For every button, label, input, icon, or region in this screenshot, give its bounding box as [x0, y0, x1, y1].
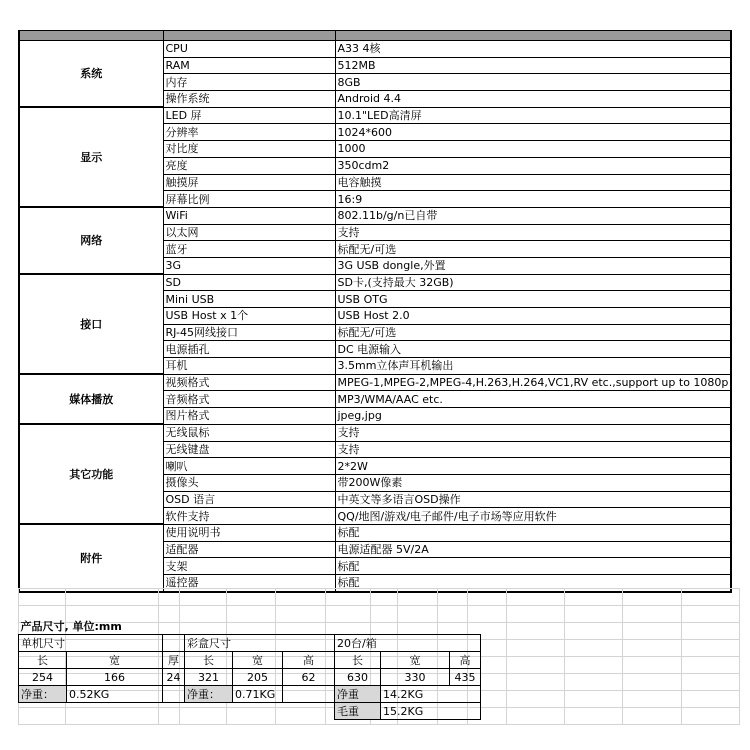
dim-value: 62 — [283, 669, 335, 686]
spec-row — [19, 524, 731, 541]
sheet-grid-cell — [506, 589, 564, 606]
sheet-grid-cell — [19, 589, 66, 606]
spec-value: jpeg,jpg — [335, 408, 731, 425]
spec-value: 电源适配器 5V/2A — [335, 541, 731, 558]
dim-header: 宽 — [381, 652, 450, 669]
spec-value: 350cdm2 — [335, 157, 731, 174]
spec-value: USB OTG — [335, 291, 731, 308]
spec-header-bar — [19, 31, 731, 41]
spec-row — [19, 41, 731, 58]
unit-net-weight-label: 净重： — [19, 686, 67, 703]
dim-value: 166 — [67, 669, 163, 686]
spec-value: 电容触摸 — [335, 174, 731, 191]
spec-value: 3.5mm立体声耳机输出 — [335, 358, 731, 375]
sheet-grid-cell — [681, 657, 739, 674]
spec-row — [19, 107, 731, 124]
sheet-grid-cell — [565, 708, 623, 725]
spec-value: 支持 — [335, 424, 731, 441]
dimensions-title: 产品尺寸, 单位:mm — [20, 619, 122, 633]
spec-value: USB Host 2.0 — [335, 308, 731, 325]
spec-key: 喇叭 — [163, 458, 335, 475]
sheet-grid-cell — [437, 589, 467, 606]
spec-value: 支持 — [335, 441, 731, 458]
spec-category: 显示 — [19, 107, 163, 207]
sheet-grid-cell — [681, 708, 739, 725]
spec-value: 中英文等多语言OSD操作 — [335, 491, 731, 508]
sheet-grid-cell — [565, 691, 623, 708]
sheet-grid-cell — [623, 708, 681, 725]
spec-key: USB Host x 1个 — [163, 308, 335, 325]
spec-value: 标配无/可选 — [335, 241, 731, 258]
dim-header: 长 — [185, 652, 233, 669]
dim-header: 长 — [335, 652, 381, 669]
sheet-grid-cell — [506, 691, 564, 708]
spec-value: 1024*600 — [335, 124, 731, 141]
sheet-grid-cell — [565, 623, 623, 640]
sheet-grid-cell — [623, 623, 681, 640]
spec-key: 亮度 — [163, 157, 335, 174]
spec-key: WiFi — [163, 207, 335, 224]
carton-gross-weight-label: 毛重 — [335, 703, 381, 720]
sheet-grid-cell — [565, 606, 623, 623]
spec-row — [19, 424, 731, 441]
spec-value: 标配 — [335, 558, 731, 575]
spec-key: 以太网 — [163, 224, 335, 241]
sheet-grid-cell — [565, 657, 623, 674]
spec-category: 接口 — [19, 274, 163, 374]
spec-key: OSD 语言 — [163, 491, 335, 508]
unit-size-label: 单机尺寸 — [19, 635, 163, 652]
spec-key: RAM — [163, 57, 335, 74]
spec-key: 屏幕比例 — [163, 191, 335, 208]
spec-key: 支架 — [163, 558, 335, 575]
spec-value: 512MB — [335, 57, 731, 74]
sheet-grid-cell — [681, 623, 739, 640]
sheet-grid-cell — [275, 589, 326, 606]
spec-key: 耳机 — [163, 358, 335, 375]
spec-category: 系统 — [19, 41, 163, 108]
spec-key: LED 屏 — [163, 107, 335, 124]
spec-value: 标配无/可选 — [335, 324, 731, 341]
spec-key: 内存 — [163, 74, 335, 91]
spec-key: 操作系统 — [163, 91, 335, 108]
box-net-weight-value: 0.71KG — [233, 686, 283, 703]
sheet-grid-cell — [506, 657, 564, 674]
sheet-grid-cell — [65, 589, 158, 606]
dim-header: 高 — [450, 652, 481, 669]
spec-value: 支持 — [335, 224, 731, 241]
spec-key: CPU — [163, 41, 335, 58]
sheet-grid-cell — [681, 606, 739, 623]
carton-label: 20台/箱 — [335, 635, 481, 652]
box-net-weight-label: 净重： — [185, 686, 233, 703]
sheet-grid-cell — [623, 657, 681, 674]
sheet-grid-cell — [467, 589, 506, 606]
spec-key: 视频格式 — [163, 374, 335, 391]
dim-value: 205 — [233, 669, 283, 686]
spec-category: 其它功能 — [19, 424, 163, 524]
sheet-grid-cell — [370, 589, 397, 606]
spec-row — [19, 274, 731, 291]
sheet-grid-cell — [506, 708, 564, 725]
carton-net-weight-label: 净重 — [335, 686, 381, 703]
spec-value: QQ/地图/游戏/电子邮件/电子市场等应用软件 — [335, 508, 731, 525]
sheet-grid-cell — [623, 640, 681, 657]
dim-header: 厚 — [163, 652, 185, 669]
spec-value: A33 4核 — [335, 41, 731, 58]
spec-key: 摄像头 — [163, 474, 335, 491]
sheet-grid-cell — [565, 640, 623, 657]
spec-category: 媒体播放 — [19, 374, 163, 424]
spec-key: 蓝牙 — [163, 241, 335, 258]
dim-value: 24 — [163, 669, 185, 686]
spec-key: 对比度 — [163, 141, 335, 158]
spec-table — [18, 30, 732, 593]
sheet-grid-cell — [397, 589, 437, 606]
spec-value: SD卡,(支持最大 32GB) — [335, 274, 731, 291]
spec-value: Android 4.4 — [335, 91, 731, 108]
spec-key: 触摸屏 — [163, 174, 335, 191]
spec-key: 适配器 — [163, 541, 335, 558]
spec-key: 图片格式 — [163, 408, 335, 425]
carton-gross-weight-value: 15.2KG — [381, 703, 481, 720]
dim-header: 宽 — [67, 652, 163, 669]
sheet-grid-cell — [681, 674, 739, 691]
spec-value: 带200W像素 — [335, 474, 731, 491]
sheet-grid-cell — [623, 589, 681, 606]
spec-value: 标配 — [335, 524, 731, 541]
sheet-grid-cell — [623, 606, 681, 623]
sheet-grid-row — [19, 589, 740, 606]
dim-value: 435 — [450, 669, 481, 686]
spec-key: 电源插孔 — [163, 341, 335, 358]
spec-value: 8GB — [335, 74, 731, 91]
spec-key: 遥控器 — [163, 575, 335, 592]
sheet-grid-cell — [506, 623, 564, 640]
dimensions-table — [18, 618, 481, 720]
spec-value: DC 电源输入 — [335, 341, 731, 358]
sheet-grid-cell — [681, 640, 739, 657]
spec-key: 使用说明书 — [163, 524, 335, 541]
sheet-grid-cell — [681, 589, 739, 606]
dim-header: 长 — [19, 652, 67, 669]
sheet-grid-cell — [226, 589, 275, 606]
dim-header: 宽 — [233, 652, 283, 669]
dim-value: 321 — [185, 669, 233, 686]
sheet-grid-cell — [180, 589, 227, 606]
spec-value: 16:9 — [335, 191, 731, 208]
sheet-grid-cell — [158, 589, 179, 606]
sheet-grid-cell — [506, 606, 564, 623]
spec-value: 802.11b/g/n已自带 — [335, 207, 731, 224]
spec-key: 分辨率 — [163, 124, 335, 141]
sheet-grid-cell — [623, 674, 681, 691]
sheet-grid-cell — [326, 589, 371, 606]
spec-value: MP3/WMA/AAC etc. — [335, 391, 731, 408]
spec-key: 无线键盘 — [163, 441, 335, 458]
spec-key: 音频格式 — [163, 391, 335, 408]
spec-key: 3G — [163, 257, 335, 274]
dim-header: 高 — [283, 652, 335, 669]
spec-value: 标配 — [335, 575, 731, 592]
carton-net-weight-value: 14.2KG — [381, 686, 481, 703]
spec-value: 1000 — [335, 141, 731, 158]
spec-key: 软件支持 — [163, 508, 335, 525]
spec-key: Mini USB — [163, 291, 335, 308]
spec-value: 2*2W — [335, 458, 731, 475]
spec-row — [19, 207, 731, 224]
sheet-grid-cell — [565, 589, 623, 606]
spec-category: 网络 — [19, 207, 163, 274]
sheet-grid-cell — [506, 674, 564, 691]
dim-value: 630 — [335, 669, 381, 686]
dim-value: 330 — [381, 669, 450, 686]
spec-category: 附件 — [19, 524, 163, 591]
spec-value: 10.1"LED高清屏 — [335, 107, 731, 124]
spec-key: RJ-45网线接口 — [163, 324, 335, 341]
sheet-grid-cell — [623, 691, 681, 708]
sheet-grid-cell — [565, 674, 623, 691]
sheet-grid-cell — [681, 691, 739, 708]
unit-net-weight-value: 0.52KG — [67, 686, 163, 703]
box-size-label: 彩盒尺寸 — [185, 635, 335, 652]
spec-key: 无线鼠标 — [163, 424, 335, 441]
dim-value: 254 — [19, 669, 67, 686]
spec-row — [19, 374, 731, 391]
spec-value: 3G USB dongle,外置 — [335, 257, 731, 274]
spec-key: SD — [163, 274, 335, 291]
spec-value: MPEG-1,MPEG-2,MPEG-4,H.263,H.264,VC1,RV etc.,support up to 1080p — [335, 374, 731, 391]
sheet-grid-cell — [506, 640, 564, 657]
